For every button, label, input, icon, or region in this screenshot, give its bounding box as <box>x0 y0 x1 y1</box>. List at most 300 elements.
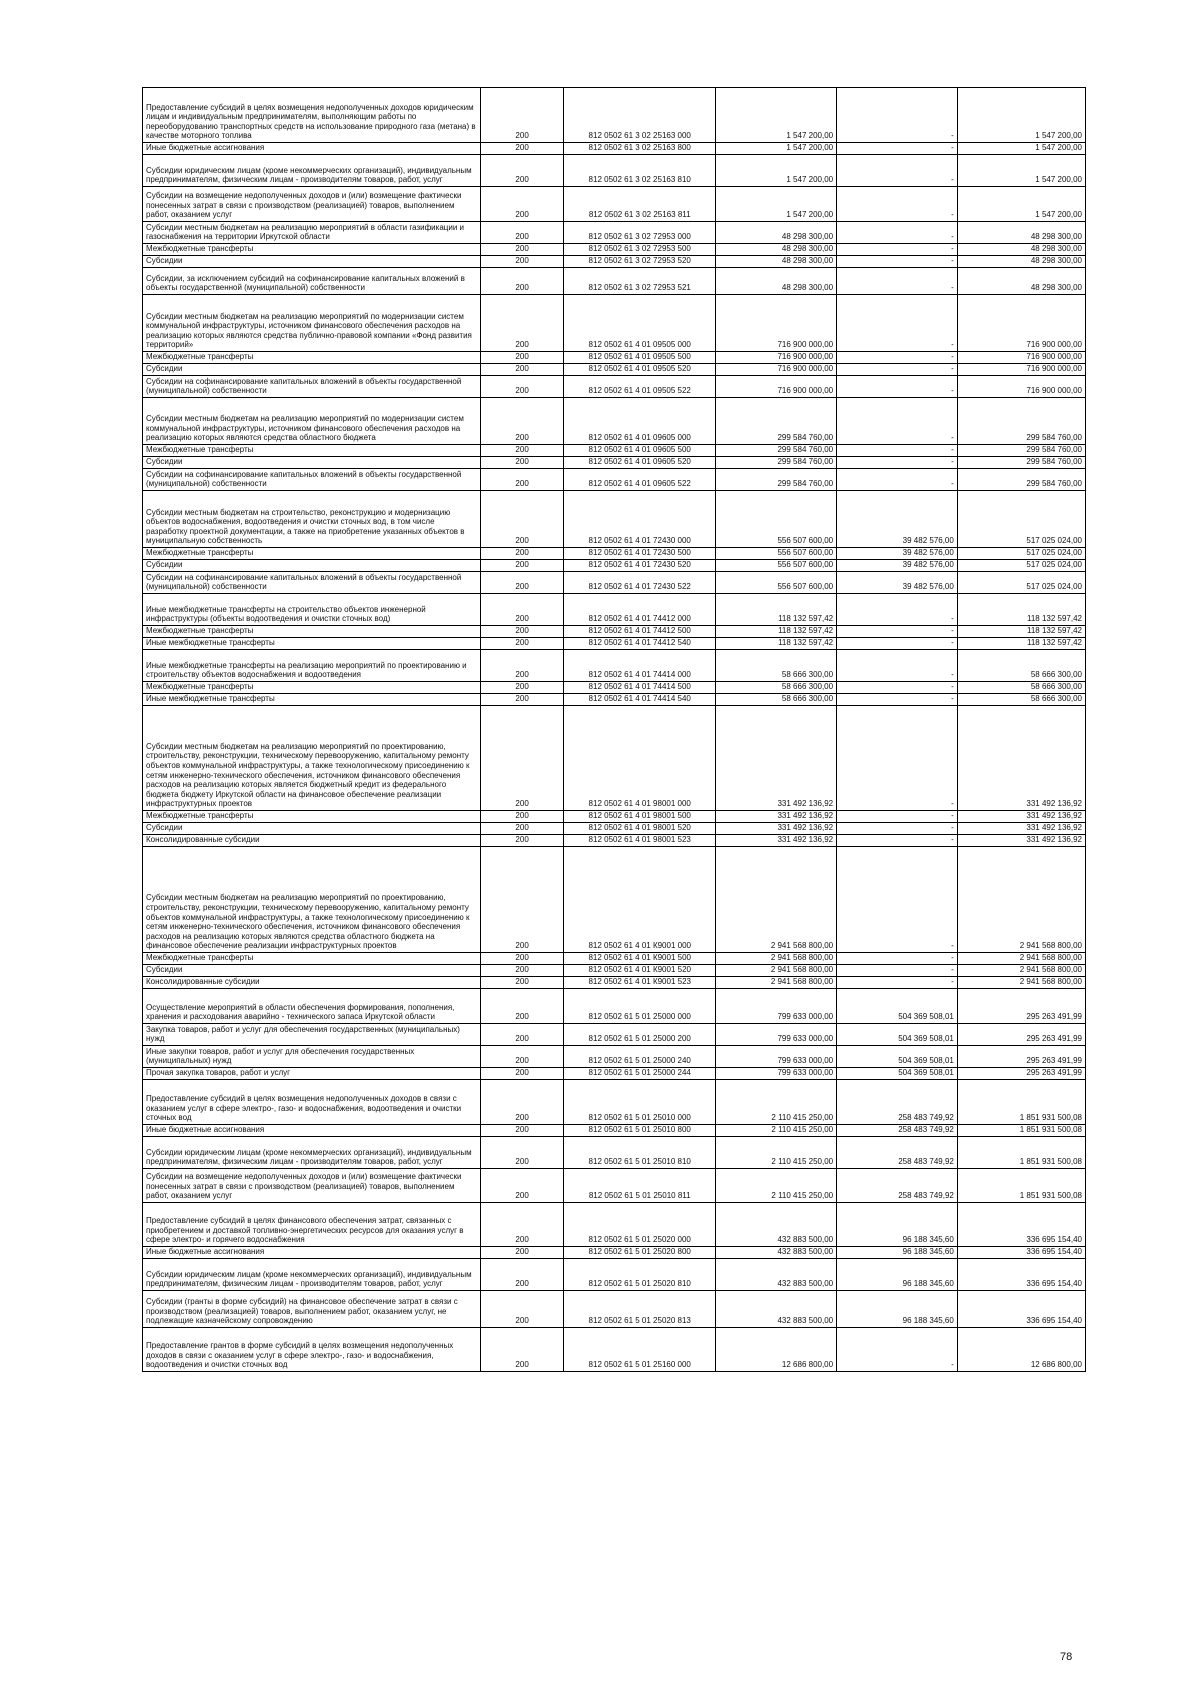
cell-difference-amount: - <box>837 398 958 445</box>
cell-approved-amount: 58 666 300,00 <box>716 682 837 694</box>
cell-approved-amount: 118 132 597,42 <box>716 638 837 650</box>
cell-name: Предоставление субсидий в целях возмещения недополученных доходов в связи с оказанием услуг в сфере электро-, газо- и водоснабжения, водоотведения и очистки сточных вод <box>143 1080 481 1125</box>
cell-difference-amount: 96 188 345,60 <box>837 1259 958 1291</box>
cell-approved-amount: 716 900 000,00 <box>716 364 837 376</box>
cell-name: Субсидии <box>143 823 481 835</box>
cell-classification-code: 812 0502 61 4 01 98001 000 <box>564 706 716 811</box>
cell-line-code: 200 <box>481 560 564 572</box>
cell-name: Субсидии на возмещение недополученных доходов и (или) возмещение фактически понесенных затрат в связи с производством (реализацией) товаров, выполнением работ, оказанием услуг <box>143 187 481 222</box>
cell-difference-amount: - <box>837 457 958 469</box>
cell-classification-code: 812 0502 61 5 01 25160 000 <box>564 1328 716 1372</box>
cell-classification-code: 812 0502 61 5 01 25000 244 <box>564 1068 716 1080</box>
table-row <box>143 638 1086 650</box>
cell-result-amount: 1 547 200,00 <box>957 88 1085 143</box>
cell-difference-amount: - <box>837 706 958 811</box>
cell-name: Субсидии <box>143 965 481 977</box>
cell-approved-amount: 1 547 200,00 <box>716 143 837 155</box>
cell-name: Субсидии на возмещение недополученных доходов и (или) возмещение фактически понесенных затрат в связи с производством (реализацией) товаров, выполнением работ, оказанием услуг <box>143 1169 481 1203</box>
cell-line-code: 200 <box>481 1125 564 1137</box>
table-row <box>143 977 1086 989</box>
cell-difference-amount: - <box>837 376 958 398</box>
cell-approved-amount: 799 633 000,00 <box>716 1068 837 1080</box>
cell-name: Субсидии <box>143 364 481 376</box>
cell-approved-amount: 2 110 415 250,00 <box>716 1080 837 1125</box>
cell-classification-code: 812 0502 61 5 01 25000 000 <box>564 989 716 1024</box>
cell-name: Межбюджетные трансферты <box>143 682 481 694</box>
cell-name: Предоставление субсидий в целях финансового обеспечения затрат, связанных с приобретением и доставкой топливно-энергетических ресурсов для оказания услуг в сфере электро- и горячего водоснабжения <box>143 1203 481 1247</box>
cell-line-code: 200 <box>481 268 564 295</box>
cell-approved-amount: 118 132 597,42 <box>716 594 837 626</box>
cell-approved-amount: 118 132 597,42 <box>716 626 837 638</box>
cell-line-code: 200 <box>481 256 564 268</box>
cell-classification-code: 812 0502 61 4 01 09505 500 <box>564 352 716 364</box>
cell-classification-code: 812 0502 61 4 01 09605 520 <box>564 457 716 469</box>
cell-approved-amount: 799 633 000,00 <box>716 1046 837 1068</box>
cell-name: Субсидии на софинансирование капитальных вложений в объекты государственной (муниципальной) собственности <box>143 376 481 398</box>
cell-line-code: 200 <box>481 650 564 682</box>
cell-classification-code: 812 0502 61 5 01 25020 800 <box>564 1247 716 1259</box>
table-row <box>143 1169 1086 1203</box>
cell-classification-code: 812 0502 61 3 02 72953 521 <box>564 268 716 295</box>
cell-approved-amount: 1 547 200,00 <box>716 187 837 222</box>
cell-classification-code: 812 0502 61 5 01 25010 800 <box>564 1125 716 1137</box>
cell-classification-code: 812 0502 61 4 01 74414 000 <box>564 650 716 682</box>
table-row <box>143 1125 1086 1137</box>
cell-classification-code: 812 0502 61 5 01 25020 000 <box>564 1203 716 1247</box>
cell-difference-amount: 258 483 749,92 <box>837 1169 958 1203</box>
budget-table-body <box>143 88 1086 1372</box>
cell-line-code: 200 <box>481 1203 564 1247</box>
cell-line-code: 200 <box>481 457 564 469</box>
cell-result-amount: 299 584 760,00 <box>957 469 1085 491</box>
cell-line-code: 200 <box>481 989 564 1024</box>
table-row <box>143 268 1086 295</box>
cell-difference-amount: - <box>837 469 958 491</box>
cell-line-code: 200 <box>481 376 564 398</box>
cell-line-code: 200 <box>481 445 564 457</box>
budget-table-container <box>142 87 1086 1372</box>
table-row <box>143 594 1086 626</box>
cell-approved-amount: 716 900 000,00 <box>716 295 837 352</box>
cell-difference-amount: - <box>837 835 958 847</box>
table-row <box>143 352 1086 364</box>
cell-line-code: 200 <box>481 364 564 376</box>
cell-name: Иные межбюджетные трансферты <box>143 694 481 706</box>
table-row <box>143 694 1086 706</box>
cell-result-amount: 1 547 200,00 <box>957 155 1085 187</box>
cell-name: Субсидии юридическим лицам (кроме некоммерческих организаций), индивидуальным предпринимателям, физическим лицам - производителям товаров, работ, услуг <box>143 1259 481 1291</box>
cell-line-code: 200 <box>481 1291 564 1328</box>
cell-line-code: 200 <box>481 694 564 706</box>
cell-result-amount: 716 900 000,00 <box>957 295 1085 352</box>
cell-line-code: 200 <box>481 594 564 626</box>
cell-line-code: 200 <box>481 143 564 155</box>
cell-difference-amount: - <box>837 953 958 965</box>
budget-table <box>142 87 1086 1372</box>
cell-difference-amount: - <box>837 626 958 638</box>
cell-classification-code: 812 0502 61 4 01 09605 000 <box>564 398 716 445</box>
cell-name: Межбюджетные трансферты <box>143 548 481 560</box>
cell-approved-amount: 299 584 760,00 <box>716 469 837 491</box>
cell-classification-code: 812 0502 61 4 01 72430 500 <box>564 548 716 560</box>
cell-name: Межбюджетные трансферты <box>143 244 481 256</box>
cell-classification-code: 812 0502 61 4 01 72430 000 <box>564 491 716 548</box>
cell-classification-code: 812 0502 61 4 01 74412 540 <box>564 638 716 650</box>
cell-approved-amount: 331 492 136,92 <box>716 706 837 811</box>
cell-name: Субсидии <box>143 457 481 469</box>
cell-line-code: 200 <box>481 1137 564 1169</box>
cell-name: Субсидии местным бюджетам на реализацию мероприятий по модернизации систем коммунальной инфраструктуры, источником финансового обеспечения расходов на реализацию которых являются средства областного бюджета <box>143 398 481 445</box>
cell-classification-code: 812 0502 61 4 01 98001 520 <box>564 823 716 835</box>
cell-name: Субсидии местным бюджетам на реализацию мероприятий по проектированию, строительству, реконструкции, техническому перевооружению, капитальному ремонту объектов коммунальной инфраструктуры, а также технологическому присоединению к сетям инженерно-технического обеспечения, источником финансового обеспечения расходов на реализацию которых является бюджетный кредит из федерального бюджета бюджету Иркутской области на финансовое обеспечение реализации инфраструктурных проектов <box>143 706 481 811</box>
cell-difference-amount: 96 188 345,60 <box>837 1247 958 1259</box>
table-row <box>143 548 1086 560</box>
cell-approved-amount: 432 883 500,00 <box>716 1203 837 1247</box>
table-row <box>143 572 1086 594</box>
cell-line-code: 200 <box>481 953 564 965</box>
cell-difference-amount: 258 483 749,92 <box>837 1137 958 1169</box>
cell-name: Субсидии на софинансирование капитальных вложений в объекты государственной (муниципальной) собственности <box>143 469 481 491</box>
cell-name: Прочая закупка товаров, работ и услуг <box>143 1068 481 1080</box>
table-row <box>143 1137 1086 1169</box>
cell-line-code: 200 <box>481 835 564 847</box>
cell-classification-code: 812 0502 61 4 01 09505 522 <box>564 376 716 398</box>
cell-line-code: 200 <box>481 187 564 222</box>
cell-difference-amount: - <box>837 594 958 626</box>
cell-result-amount: 12 686 800,00 <box>957 1328 1085 1372</box>
table-row <box>143 88 1086 143</box>
cell-difference-amount: - <box>837 295 958 352</box>
cell-name: Межбюджетные трансферты <box>143 352 481 364</box>
cell-difference-amount: - <box>837 638 958 650</box>
table-row <box>143 835 1086 847</box>
table-row <box>143 398 1086 445</box>
cell-line-code: 200 <box>481 811 564 823</box>
cell-approved-amount: 2 110 415 250,00 <box>716 1125 837 1137</box>
cell-approved-amount: 716 900 000,00 <box>716 376 837 398</box>
cell-classification-code: 812 0502 61 4 01 74412 000 <box>564 594 716 626</box>
cell-approved-amount: 2 941 568 800,00 <box>716 847 837 953</box>
cell-difference-amount: 39 482 576,00 <box>837 572 958 594</box>
cell-name: Иные бюджетные ассигнования <box>143 143 481 155</box>
cell-approved-amount: 556 507 600,00 <box>716 491 837 548</box>
cell-difference-amount: 504 369 508,01 <box>837 989 958 1024</box>
cell-classification-code: 812 0502 61 4 01 09505 520 <box>564 364 716 376</box>
cell-approved-amount: 48 298 300,00 <box>716 222 837 244</box>
cell-line-code: 200 <box>481 965 564 977</box>
cell-result-amount: 1 547 200,00 <box>957 143 1085 155</box>
cell-name: Межбюджетные трансферты <box>143 953 481 965</box>
cell-classification-code: 812 0502 61 5 01 25010 811 <box>564 1169 716 1203</box>
cell-result-amount: 517 025 024,00 <box>957 548 1085 560</box>
cell-approved-amount: 331 492 136,92 <box>716 811 837 823</box>
cell-name: Субсидии <box>143 560 481 572</box>
table-row <box>143 682 1086 694</box>
cell-result-amount: 58 666 300,00 <box>957 694 1085 706</box>
cell-result-amount: 118 132 597,42 <box>957 594 1085 626</box>
cell-result-amount: 299 584 760,00 <box>957 398 1085 445</box>
cell-result-amount: 118 132 597,42 <box>957 626 1085 638</box>
cell-difference-amount: - <box>837 256 958 268</box>
cell-difference-amount: - <box>837 811 958 823</box>
cell-approved-amount: 799 633 000,00 <box>716 1024 837 1046</box>
cell-classification-code: 812 0502 61 4 01 К9001 500 <box>564 953 716 965</box>
cell-result-amount: 48 298 300,00 <box>957 256 1085 268</box>
cell-classification-code: 812 0502 61 5 01 25020 813 <box>564 1291 716 1328</box>
cell-classification-code: 812 0502 61 4 01 09605 522 <box>564 469 716 491</box>
cell-result-amount: 48 298 300,00 <box>957 222 1085 244</box>
cell-approved-amount: 2 110 415 250,00 <box>716 1137 837 1169</box>
table-row <box>143 706 1086 811</box>
cell-result-amount: 1 851 931 500,08 <box>957 1169 1085 1203</box>
cell-line-code: 200 <box>481 1247 564 1259</box>
cell-line-code: 200 <box>481 823 564 835</box>
cell-classification-code: 812 0502 61 4 01 72430 520 <box>564 560 716 572</box>
cell-name: Субсидии местным бюджетам на реализацию мероприятий по проектированию, строительству, реконструкции, техническому перевооружению, капитальному ремонту объектов коммунальной инфраструктуры, а также технологическому присоединению к сетям инженерно-технического обеспечения, источником финансового обеспечения расходов на реализацию которых являются средства областного бюджета на финансовое обеспечение реализации инфраструктурных проектов <box>143 847 481 953</box>
cell-name: Субсидии, за исключением субсидий на софинансирование капитальных вложений в объекты государственной (муниципальной) собственности <box>143 268 481 295</box>
cell-classification-code: 812 0502 61 5 01 25020 810 <box>564 1259 716 1291</box>
cell-result-amount: 1 851 931 500,08 <box>957 1137 1085 1169</box>
cell-approved-amount: 331 492 136,92 <box>716 823 837 835</box>
table-row <box>143 1259 1086 1291</box>
cell-result-amount: 336 695 154,40 <box>957 1247 1085 1259</box>
cell-line-code: 200 <box>481 1046 564 1068</box>
cell-result-amount: 331 492 136,92 <box>957 835 1085 847</box>
cell-classification-code: 812 0502 61 3 02 72953 520 <box>564 256 716 268</box>
cell-classification-code: 812 0502 61 4 01 72430 522 <box>564 572 716 594</box>
cell-difference-amount: - <box>837 977 958 989</box>
cell-approved-amount: 299 584 760,00 <box>716 445 837 457</box>
table-row <box>143 364 1086 376</box>
cell-result-amount: 295 263 491,99 <box>957 989 1085 1024</box>
cell-classification-code: 812 0502 61 3 02 25163 811 <box>564 187 716 222</box>
cell-result-amount: 331 492 136,92 <box>957 706 1085 811</box>
cell-name: Субсидии юридическим лицам (кроме некоммерческих организаций), индивидуальным предпринимателям, физическим лицам - производителям товаров, работ, услуг <box>143 1137 481 1169</box>
cell-approved-amount: 432 883 500,00 <box>716 1259 837 1291</box>
cell-classification-code: 812 0502 61 3 02 72953 500 <box>564 244 716 256</box>
cell-classification-code: 812 0502 61 4 01 К9001 000 <box>564 847 716 953</box>
cell-difference-amount: 39 482 576,00 <box>837 491 958 548</box>
page-number: 78 <box>1060 1651 1073 1663</box>
cell-difference-amount: - <box>837 352 958 364</box>
cell-line-code: 200 <box>481 548 564 560</box>
cell-line-code: 200 <box>481 1080 564 1125</box>
cell-approved-amount: 331 492 136,92 <box>716 835 837 847</box>
cell-classification-code: 812 0502 61 4 01 98001 523 <box>564 835 716 847</box>
cell-difference-amount: - <box>837 694 958 706</box>
cell-difference-amount: - <box>837 682 958 694</box>
cell-approved-amount: 48 298 300,00 <box>716 268 837 295</box>
cell-approved-amount: 556 507 600,00 <box>716 560 837 572</box>
cell-approved-amount: 58 666 300,00 <box>716 650 837 682</box>
cell-classification-code: 812 0502 61 3 02 25163 800 <box>564 143 716 155</box>
cell-classification-code: 812 0502 61 4 01 К9001 523 <box>564 977 716 989</box>
table-row <box>143 457 1086 469</box>
cell-name: Субсидии местным бюджетам на реализацию мероприятий в области газификации и газоснабжения на территории Иркутской области <box>143 222 481 244</box>
table-row <box>143 469 1086 491</box>
cell-classification-code: 812 0502 61 3 02 72953 000 <box>564 222 716 244</box>
cell-difference-amount: - <box>837 143 958 155</box>
cell-line-code: 200 <box>481 638 564 650</box>
table-row <box>143 1080 1086 1125</box>
cell-classification-code: 812 0502 61 3 02 25163 000 <box>564 88 716 143</box>
cell-classification-code: 812 0502 61 5 01 25000 200 <box>564 1024 716 1046</box>
cell-name: Предоставление грантов в форме субсидий в целях возмещения недополученных доходов в связи с оказанием услуг в сфере электро-, газо- и водоснабжения, водоотведения и очистки сточных вод <box>143 1328 481 1372</box>
cell-classification-code: 812 0502 61 4 01 09605 500 <box>564 445 716 457</box>
cell-result-amount: 336 695 154,40 <box>957 1291 1085 1328</box>
table-row <box>143 1247 1086 1259</box>
cell-approved-amount: 48 298 300,00 <box>716 244 837 256</box>
cell-result-amount: 331 492 136,92 <box>957 823 1085 835</box>
cell-classification-code: 812 0502 61 4 01 98001 500 <box>564 811 716 823</box>
cell-line-code: 200 <box>481 1024 564 1046</box>
table-row <box>143 143 1086 155</box>
table-row <box>143 1068 1086 1080</box>
cell-approved-amount: 799 633 000,00 <box>716 989 837 1024</box>
cell-result-amount: 331 492 136,92 <box>957 811 1085 823</box>
cell-result-amount: 2 941 568 800,00 <box>957 847 1085 953</box>
cell-difference-amount: 96 188 345,60 <box>837 1203 958 1247</box>
cell-line-code: 200 <box>481 626 564 638</box>
table-row <box>143 560 1086 572</box>
cell-difference-amount: - <box>837 364 958 376</box>
cell-result-amount: 295 263 491,99 <box>957 1068 1085 1080</box>
cell-name: Субсидии <box>143 256 481 268</box>
cell-difference-amount: 504 369 508,01 <box>837 1046 958 1068</box>
cell-name: Субсидии местным бюджетам на реализацию мероприятий по модернизации систем коммунальной инфраструктуры, источником финансового обеспечения расходов на реализацию которых являются средства публично-правовой компании «Фонд развития территорий» <box>143 295 481 352</box>
cell-name: Консолидированные субсидии <box>143 977 481 989</box>
cell-result-amount: 58 666 300,00 <box>957 650 1085 682</box>
table-row <box>143 1024 1086 1046</box>
cell-difference-amount: - <box>837 965 958 977</box>
cell-name: Субсидии (гранты в форме субсидий) на финансовое обеспечение затрат в связи с производством (реализацией) товаров, выполнением работ, оказанием услуг, не подлежащие казначейскому сопровождению <box>143 1291 481 1328</box>
cell-name: Субсидии юридическим лицам (кроме некоммерческих организаций), индивидуальным предпринимателям, физическим лицам - производителям товаров, работ, услуг <box>143 155 481 187</box>
cell-approved-amount: 716 900 000,00 <box>716 352 837 364</box>
cell-name: Межбюджетные трансферты <box>143 626 481 638</box>
cell-approved-amount: 1 547 200,00 <box>716 88 837 143</box>
cell-approved-amount: 556 507 600,00 <box>716 548 837 560</box>
cell-approved-amount: 2 941 568 800,00 <box>716 977 837 989</box>
cell-line-code: 200 <box>481 295 564 352</box>
cell-result-amount: 118 132 597,42 <box>957 638 1085 650</box>
cell-classification-code: 812 0502 61 4 01 К9001 520 <box>564 965 716 977</box>
cell-name: Иные бюджетные ассигнования <box>143 1247 481 1259</box>
cell-approved-amount: 556 507 600,00 <box>716 572 837 594</box>
cell-result-amount: 336 695 154,40 <box>957 1259 1085 1291</box>
cell-difference-amount: 96 188 345,60 <box>837 1291 958 1328</box>
table-row <box>143 295 1086 352</box>
cell-difference-amount: - <box>837 823 958 835</box>
table-row <box>143 626 1086 638</box>
table-row <box>143 953 1086 965</box>
cell-result-amount: 1 851 931 500,08 <box>957 1080 1085 1125</box>
cell-difference-amount: - <box>837 268 958 295</box>
cell-line-code: 200 <box>481 1068 564 1080</box>
cell-line-code: 200 <box>481 572 564 594</box>
cell-approved-amount: 432 883 500,00 <box>716 1247 837 1259</box>
cell-classification-code: 812 0502 61 5 01 25010 810 <box>564 1137 716 1169</box>
cell-classification-code: 812 0502 61 4 01 74414 500 <box>564 682 716 694</box>
cell-result-amount: 2 941 568 800,00 <box>957 977 1085 989</box>
table-row <box>143 1203 1086 1247</box>
cell-line-code: 200 <box>481 469 564 491</box>
cell-approved-amount: 58 666 300,00 <box>716 694 837 706</box>
cell-difference-amount: - <box>837 155 958 187</box>
table-row <box>143 811 1086 823</box>
cell-result-amount: 48 298 300,00 <box>957 268 1085 295</box>
cell-name: Иные межбюджетные трансферты <box>143 638 481 650</box>
cell-name: Межбюджетные трансферты <box>143 811 481 823</box>
cell-classification-code: 812 0502 61 4 01 74414 540 <box>564 694 716 706</box>
cell-approved-amount: 2 941 568 800,00 <box>716 953 837 965</box>
cell-line-code: 200 <box>481 706 564 811</box>
table-row <box>143 244 1086 256</box>
cell-approved-amount: 299 584 760,00 <box>716 398 837 445</box>
cell-result-amount: 58 666 300,00 <box>957 682 1085 694</box>
cell-difference-amount: 258 483 749,92 <box>837 1125 958 1137</box>
cell-name: Закупка товаров, работ и услуг для обеспечения государственных (муниципальных) нужд <box>143 1024 481 1046</box>
cell-result-amount: 716 900 000,00 <box>957 364 1085 376</box>
cell-approved-amount: 2 941 568 800,00 <box>716 965 837 977</box>
cell-difference-amount: 504 369 508,01 <box>837 1068 958 1080</box>
cell-line-code: 200 <box>481 977 564 989</box>
cell-result-amount: 1 851 931 500,08 <box>957 1125 1085 1137</box>
cell-classification-code: 812 0502 61 4 01 09505 000 <box>564 295 716 352</box>
cell-line-code: 200 <box>481 847 564 953</box>
table-row <box>143 376 1086 398</box>
cell-result-amount: 295 263 491,99 <box>957 1046 1085 1068</box>
cell-result-amount: 716 900 000,00 <box>957 352 1085 364</box>
cell-line-code: 200 <box>481 491 564 548</box>
table-row <box>143 965 1086 977</box>
cell-approved-amount: 299 584 760,00 <box>716 457 837 469</box>
cell-line-code: 200 <box>481 88 564 143</box>
cell-approved-amount: 12 686 800,00 <box>716 1328 837 1372</box>
cell-name: Иные бюджетные ассигнования <box>143 1125 481 1137</box>
cell-result-amount: 48 298 300,00 <box>957 244 1085 256</box>
cell-difference-amount: - <box>837 187 958 222</box>
cell-result-amount: 716 900 000,00 <box>957 376 1085 398</box>
cell-line-code: 200 <box>481 155 564 187</box>
table-row <box>143 187 1086 222</box>
cell-name: Осуществление мероприятий в области обеспечения формирования, пополнения, хранения и расходования аварийно - технического запаса Иркутской области <box>143 989 481 1024</box>
cell-result-amount: 2 941 568 800,00 <box>957 953 1085 965</box>
table-row <box>143 823 1086 835</box>
cell-approved-amount: 432 883 500,00 <box>716 1291 837 1328</box>
cell-name: Иные закупки товаров, работ и услуг для обеспечения государственных (муниципальных) нужд <box>143 1046 481 1068</box>
cell-difference-amount: 39 482 576,00 <box>837 548 958 560</box>
cell-difference-amount: - <box>837 847 958 953</box>
cell-result-amount: 299 584 760,00 <box>957 457 1085 469</box>
cell-line-code: 200 <box>481 222 564 244</box>
cell-difference-amount: - <box>837 1328 958 1372</box>
cell-difference-amount: 504 369 508,01 <box>837 1024 958 1046</box>
cell-line-code: 200 <box>481 1328 564 1372</box>
table-row <box>143 491 1086 548</box>
cell-line-code: 200 <box>481 398 564 445</box>
cell-line-code: 200 <box>481 244 564 256</box>
table-row <box>143 1046 1086 1068</box>
cell-line-code: 200 <box>481 1259 564 1291</box>
cell-line-code: 200 <box>481 352 564 364</box>
table-row <box>143 256 1086 268</box>
table-row <box>143 1291 1086 1328</box>
cell-line-code: 200 <box>481 682 564 694</box>
cell-difference-amount: 39 482 576,00 <box>837 560 958 572</box>
cell-name: Иные межбюджетные трансферты на строительство объектов инженерной инфраструктуры (объекты водоотведения и очистки сточных вод) <box>143 594 481 626</box>
cell-difference-amount: 258 483 749,92 <box>837 1080 958 1125</box>
cell-classification-code: 812 0502 61 5 01 25010 000 <box>564 1080 716 1125</box>
